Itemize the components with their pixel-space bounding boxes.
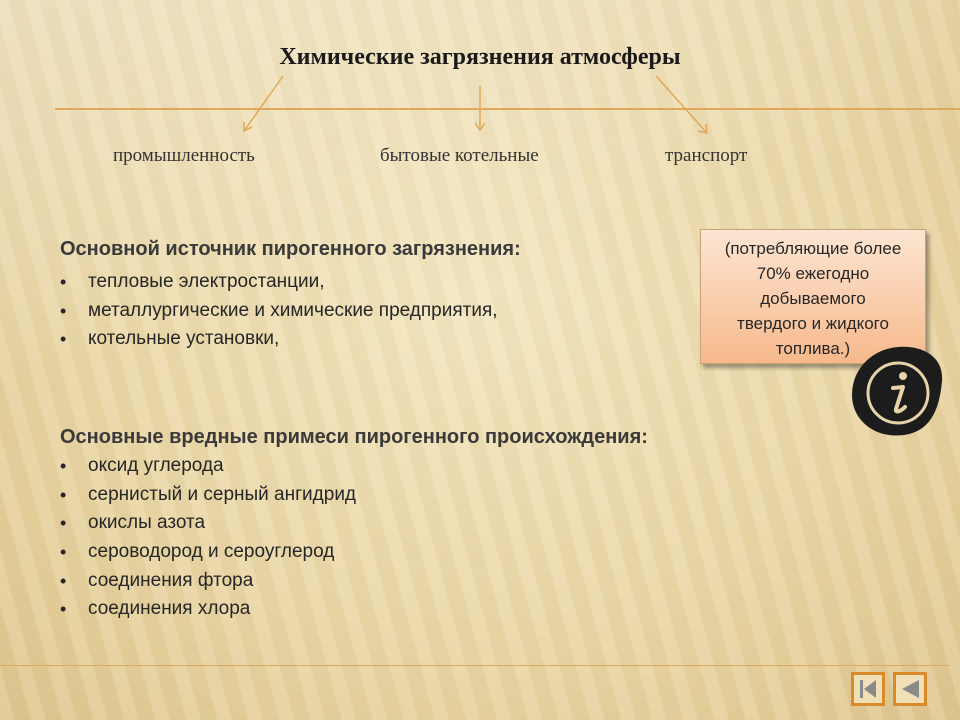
first-slide-icon: [854, 675, 882, 703]
section2-list: [60, 452, 356, 624]
list-item: • окислы азота: [60, 509, 356, 538]
info-icon: [848, 343, 948, 439]
section1-list: [60, 268, 498, 354]
branch-arrows: [0, 0, 960, 200]
section1-heading: Основной источник пирогенного загрязнения:: [60, 238, 521, 260]
callout-line: (потребляющие более: [724, 239, 902, 258]
callout-line: 70% ежегодно: [756, 264, 870, 283]
list-item: • сернистый и серный ангидрид: [60, 481, 356, 510]
first-slide-button[interactable]: [851, 672, 885, 706]
branch-household-boilers: бытовые котельные: [380, 145, 539, 166]
callout-line: твердого и жидкого: [737, 314, 889, 333]
slide-title: Химические загрязнения атмосферы: [279, 44, 681, 70]
callout-line: добываемого: [760, 289, 866, 308]
list-item: • оксид углерода: [60, 452, 356, 481]
section2-heading: Основные вредные примеси пирогенного происхождения:: [60, 426, 648, 448]
list-item: • соединения фтора: [60, 567, 356, 596]
list-item: • соединения хлора: [60, 595, 356, 624]
previous-slide-button[interactable]: [893, 672, 927, 706]
footer-divider: [0, 665, 950, 666]
list-item: • металлургические и химические предприятия,: [60, 297, 498, 326]
list-item: • котельные установки,: [60, 325, 498, 354]
branch-industry: промышленность: [113, 145, 255, 166]
list-item: • сероводород и сероуглерод: [60, 538, 356, 567]
branch-transport: транспорт: [665, 145, 748, 166]
callout-line: топлива.): [775, 339, 851, 358]
list-item: • тепловые электростанции,: [60, 268, 498, 297]
previous-slide-icon: [896, 675, 924, 703]
